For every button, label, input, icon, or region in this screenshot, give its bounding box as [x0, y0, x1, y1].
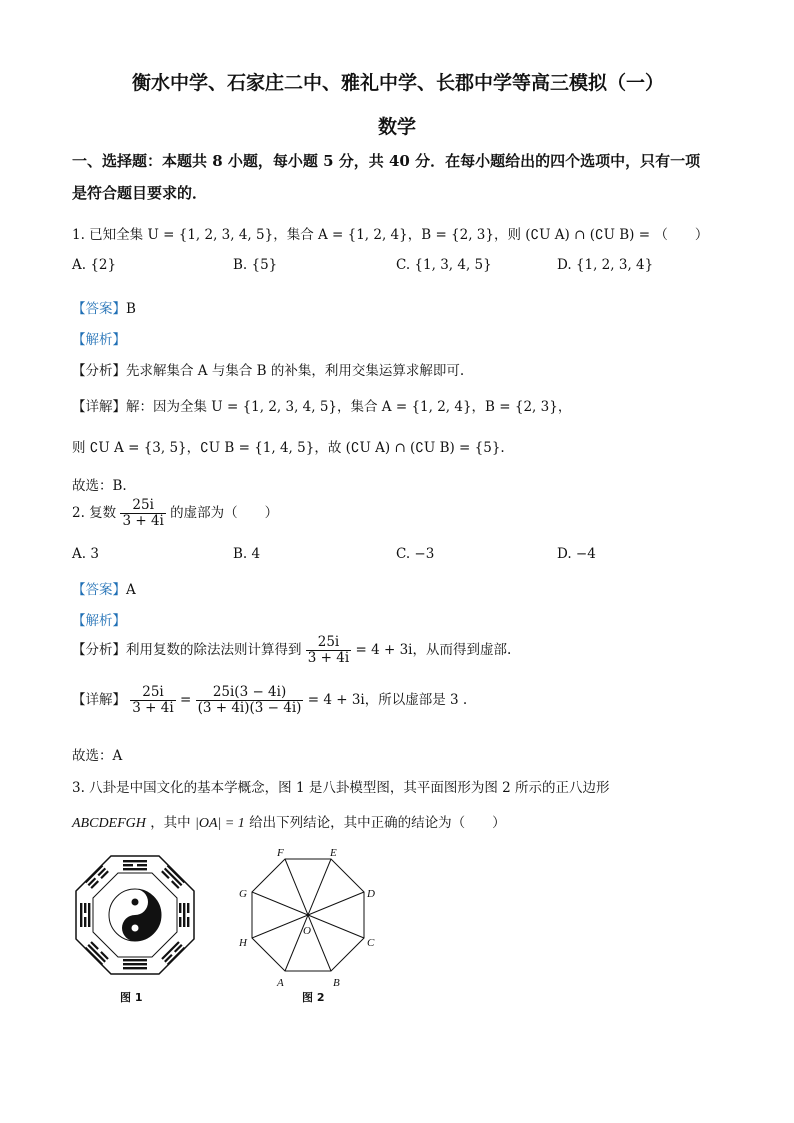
q2-fenxi-fraction: [306, 635, 351, 666]
section-header-line2: 是符合题目要求的．: [72, 184, 208, 202]
section-header-line1: 一、选择题：本题共 8 小题，每小题 5 分，共 40 分．在每小题给出的四个选项中，只有一项: [72, 152, 701, 170]
taiji-dot-light: [132, 925, 139, 932]
q2-frac-num: 25i: [120, 498, 165, 514]
q2-stem-suffix: 的虚部为（ ）: [170, 504, 279, 521]
q2-xj-fraction-1: [130, 685, 175, 716]
q2-xiangjie: 【详解】 $\frac{25i}{3 + 4i}$ = $\frac{25i(3 - 4i)}{(3 + 4i)(3 - 4i)}$ = 4 + 3i，所以虚部是 3 .: [72, 684, 468, 716]
q1-fenxi-text: 先求解集合 A 与集合 B 的补集，利用交集运算求解即可.: [126, 363, 465, 379]
q1-fenxi: 【分析】先求解集合 A 与集合 B 的补集，利用交集运算求解即可.: [72, 363, 465, 379]
q2-option-b: B. 4: [233, 546, 261, 562]
q2-stem: [72, 498, 278, 529]
label-o: O: [303, 925, 311, 937]
q1-stem: 1. 已知全集 U = {1, 2, 3, 4, 5}，集合 A = {1, 2, 4}，B = {2, 3}，则 (∁U A) ∩ (∁U B) = （ ）: [72, 227, 709, 243]
q2-fenxi: 【分析】利用复数的除法法则计算得到 $\frac{25i}{3 + 4i}$ = 4 + 3i，从而得到虚部.: [72, 634, 512, 666]
q2-jiexi: 【解析】: [72, 613, 126, 629]
fig2-caption: 图 2: [302, 991, 325, 1004]
q1-answer-value: B: [126, 301, 136, 317]
q1-xiangjie: 【详解】解：因为全集 U = {1, 2, 3, 4, 5}，集合 A = {1, 2, 4}，B = {2, 3}，: [72, 399, 572, 415]
q2-jiexi-label: 解析: [85, 613, 113, 629]
label-e: E: [330, 847, 337, 859]
bagua-figure: [74, 854, 196, 976]
q2-conclusion: 故选：A: [72, 748, 123, 764]
q1-option-b: B. {5}: [233, 257, 278, 273]
q1-option-c: C. {1, 3, 4, 5}: [396, 257, 492, 273]
label-f: F: [277, 847, 284, 859]
q3-octagon-name: ABCDEFGH: [72, 816, 146, 831]
q2-option-a: A. 3: [72, 546, 99, 562]
q3-stem-suffix: 给出下列结论，其中正确的结论为（ ）: [249, 815, 506, 831]
q2-xj-equals: =: [179, 691, 192, 708]
q2-fenxi-suffix: = 4 + 3i，从而得到虚部.: [355, 641, 512, 658]
label-d: D: [367, 888, 375, 900]
q2-xj-frac2-num: 25i(3 − 4i): [196, 685, 304, 701]
q1-option-d: D. {1, 2, 3, 4}: [557, 257, 654, 273]
q2-xiangjie-label: 详解: [85, 691, 113, 708]
q1-xiangjie-text: 解：因为全集 U = {1, 2, 3, 4, 5}，集合 A = {1, 2, 4}，B = {2, 3}，: [126, 399, 572, 415]
q2-xj-frac2-den: (3 + 4i)(3 − 4i): [197, 699, 302, 716]
q1-option-a: A. {2}: [72, 257, 117, 273]
subject-title: 数学: [378, 116, 417, 138]
q2-fraction: [120, 498, 165, 529]
q1-answer-label: 答案: [85, 301, 113, 317]
label-b: B: [333, 977, 340, 989]
q2-answer-value: A: [126, 582, 136, 598]
q1-jiexi: 【解析】: [72, 332, 126, 348]
q2-xj-frac1-den: 3 + 4i: [132, 699, 174, 716]
q1-fenxi-label: 分析: [85, 363, 113, 379]
q3-stem-mid: ，其中: [150, 815, 191, 831]
label-c: C: [367, 937, 375, 949]
q2-answer: 【答案】A: [72, 582, 136, 598]
q1-xiangjie-label: 详解: [85, 399, 113, 415]
label-g: G: [239, 888, 247, 900]
q3-vector: |OA| = 1: [194, 816, 245, 831]
label-h: H: [239, 937, 247, 949]
q2-xj-frac1-num: 25i: [130, 685, 175, 701]
octagon-figure: [232, 846, 382, 991]
q2-fenxi-frac-den: 3 + 4i: [307, 649, 350, 666]
q2-stem-prefix: 2. 复数: [72, 504, 117, 521]
q2-option-d: D. −4: [557, 546, 596, 562]
label-a: A: [277, 977, 284, 989]
q2-fenxi-prefix: 利用复数的除法法则计算得到: [126, 641, 302, 658]
q2-xj-fraction-2: [196, 685, 304, 716]
q1-jiexi-label: 解析: [85, 332, 113, 348]
fig1-caption: 图 1: [120, 991, 143, 1004]
q2-fenxi-frac-num: 25i: [306, 635, 351, 651]
page-title: 衡水中学、石家庄二中、雅礼中学、长郡中学等高三模拟（一）: [132, 72, 665, 94]
q2-frac-den: 3 + 4i: [122, 512, 164, 529]
q2-xj-suffix: = 4 + 3i，所以虚部是 3 .: [307, 691, 468, 708]
q1-solution-line2: 则 ∁U A = {3, 5}，∁U B = {1, 4, 5}，故 (∁U A) ∩ (∁U B) = {5}.: [72, 440, 505, 456]
q3-stem-line2: [72, 811, 506, 832]
taiji-dot-dark: [132, 899, 139, 906]
q2-fenxi-label: 分析: [85, 641, 113, 658]
q2-answer-label: 答案: [85, 582, 113, 598]
q2-option-c: C. −3: [396, 546, 435, 562]
q1-conclusion: 故选：B.: [72, 478, 127, 494]
q1-answer: 【答案】B: [72, 301, 136, 317]
q3-stem-line1: 3. 八卦是中国文化的基本学概念，图 1 是八卦模型图，其平面图形为图 2 所示的正八边形: [72, 780, 610, 796]
